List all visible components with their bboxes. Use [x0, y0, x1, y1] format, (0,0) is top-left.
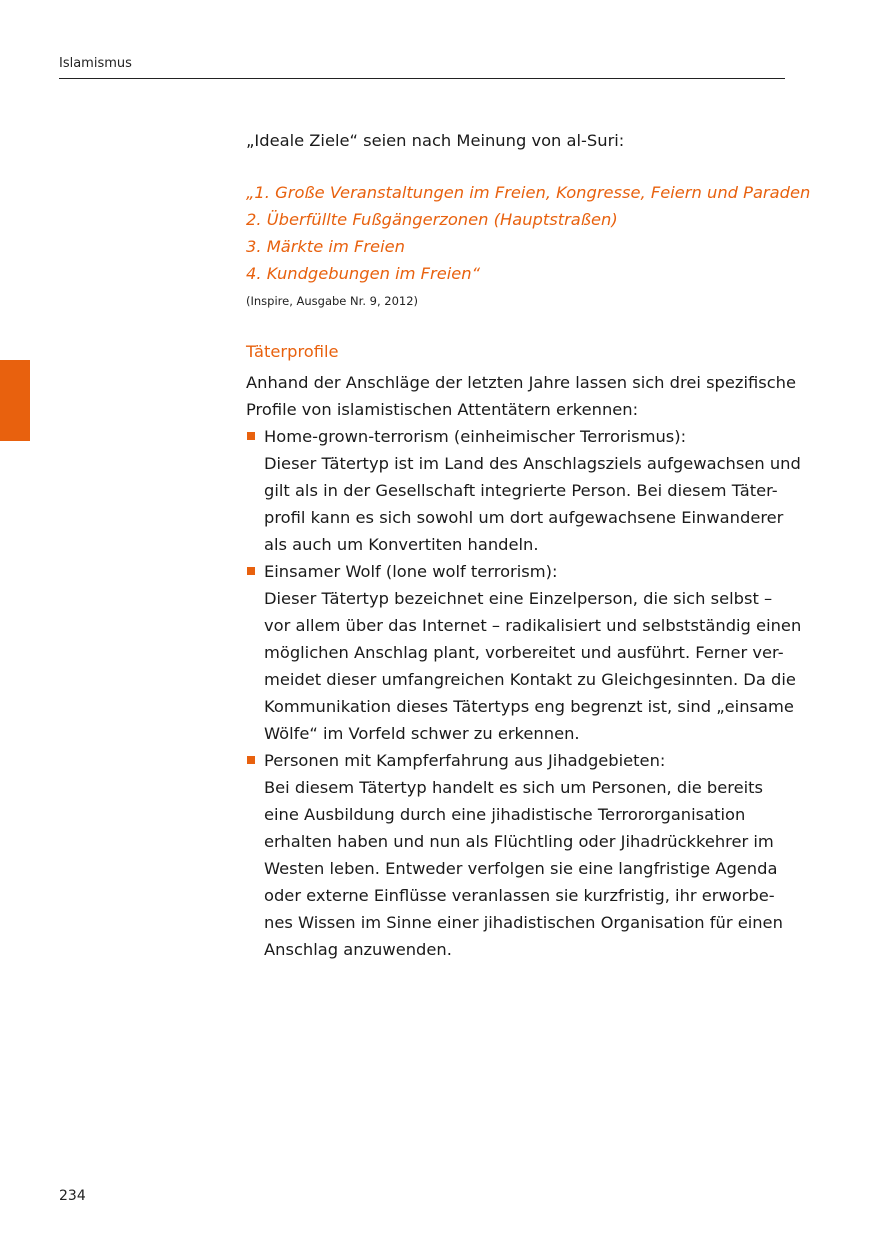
quote-source: (Inspire, Ausgabe Nr. 9, 2012) [246, 294, 419, 308]
bullet-line: Einsamer Wolf (lone wolf terrorism): [264, 562, 558, 581]
bullet-line: Westen leben. Entweder verfolgen sie eine langfristige Agenda [264, 859, 778, 878]
bullet-line: als auch um Konvertiten handeln. [264, 535, 539, 554]
page-number: 234 [59, 1188, 86, 1204]
bullet-line: oder externe Einflüsse veranlassen sie kurzfristig, ihr erworbe- [264, 886, 775, 905]
bullet-line: meidet dieser umfangreichen Kontakt zu Gleichgesinnten. Da die [264, 670, 796, 689]
bullet-line: vor allem über das Internet – radikalisiert und selbstständig einen [264, 616, 802, 635]
quote-line: 2. Überfüllte Fußgängerzonen (Hauptstraßen) [246, 210, 618, 229]
section-lead [246, 369, 796, 423]
bullet-item [246, 747, 801, 963]
bullet-line: profil kann es sich sowohl um dort aufgewachsene Einwanderer [264, 508, 784, 527]
bullet-line: Kommunikation dieses Tätertyps eng begrenzt ist, sind „einsame [264, 697, 794, 716]
intro-text: „Ideale Ziele“ seien nach Meinung von al-Suri: [246, 131, 625, 150]
bullet-line: Anschlag anzuwenden. [264, 940, 452, 959]
running-head: Islamismus [59, 56, 132, 71]
bullet-line: Personen mit Kampferfahrung aus Jihadgebieten: [264, 751, 666, 770]
lead-line: Anhand der Anschläge der letzten Jahre lassen sich drei spezifische [246, 373, 796, 392]
lead-line: Profile von islamistischen Attentätern erkennen: [246, 400, 639, 419]
profile-bullet-list [246, 423, 801, 963]
section-title: Täterprofile [246, 342, 339, 361]
bullet-item [246, 558, 801, 747]
quote-line: „1. Große Veranstaltungen im Freien, Kongresse, Feiern und Paraden [246, 183, 811, 202]
bullet-line: Wölfe“ im Vorfeld schwer zu erkennen. [264, 724, 580, 743]
quote-line: 4. Kundgebungen im Freien“ [246, 264, 481, 283]
bullet-line: Dieser Tätertyp bezeichnet eine Einzelperson, die sich selbst – [264, 589, 773, 608]
bullet-square-icon [247, 756, 255, 764]
bullet-line: Bei diesem Tätertyp handelt es sich um Personen, die bereits [264, 778, 764, 797]
header-rule [59, 78, 785, 79]
bullet-item [246, 423, 801, 558]
chapter-tab-marker [0, 360, 30, 441]
bullet-line: erhalten haben und nun als Flüchtling oder Jihadrückkehrer im [264, 832, 774, 851]
quote-line: 3. Märkte im Freien [246, 237, 405, 256]
bullet-line: Home-grown-terrorism (einheimischer Terrorismus): [264, 427, 687, 446]
bullet-line: eine Ausbildung durch eine jihadistische Terrororganisation [264, 805, 746, 824]
bullet-line: gilt als in der Gesellschaft integrierte Person. Bei diesem Täter- [264, 481, 778, 500]
bullet-line: möglichen Anschlag plant, vorbereitet und ausführt. Ferner ver- [264, 643, 784, 662]
bullet-line: Dieser Tätertyp ist im Land des Anschlagsziels aufgewachsen und [264, 454, 801, 473]
quote-list [246, 179, 810, 287]
bullet-square-icon [247, 432, 255, 440]
bullet-square-icon [247, 567, 255, 575]
bullet-line: nes Wissen im Sinne einer jihadistischen Organisation für einen [264, 913, 783, 932]
